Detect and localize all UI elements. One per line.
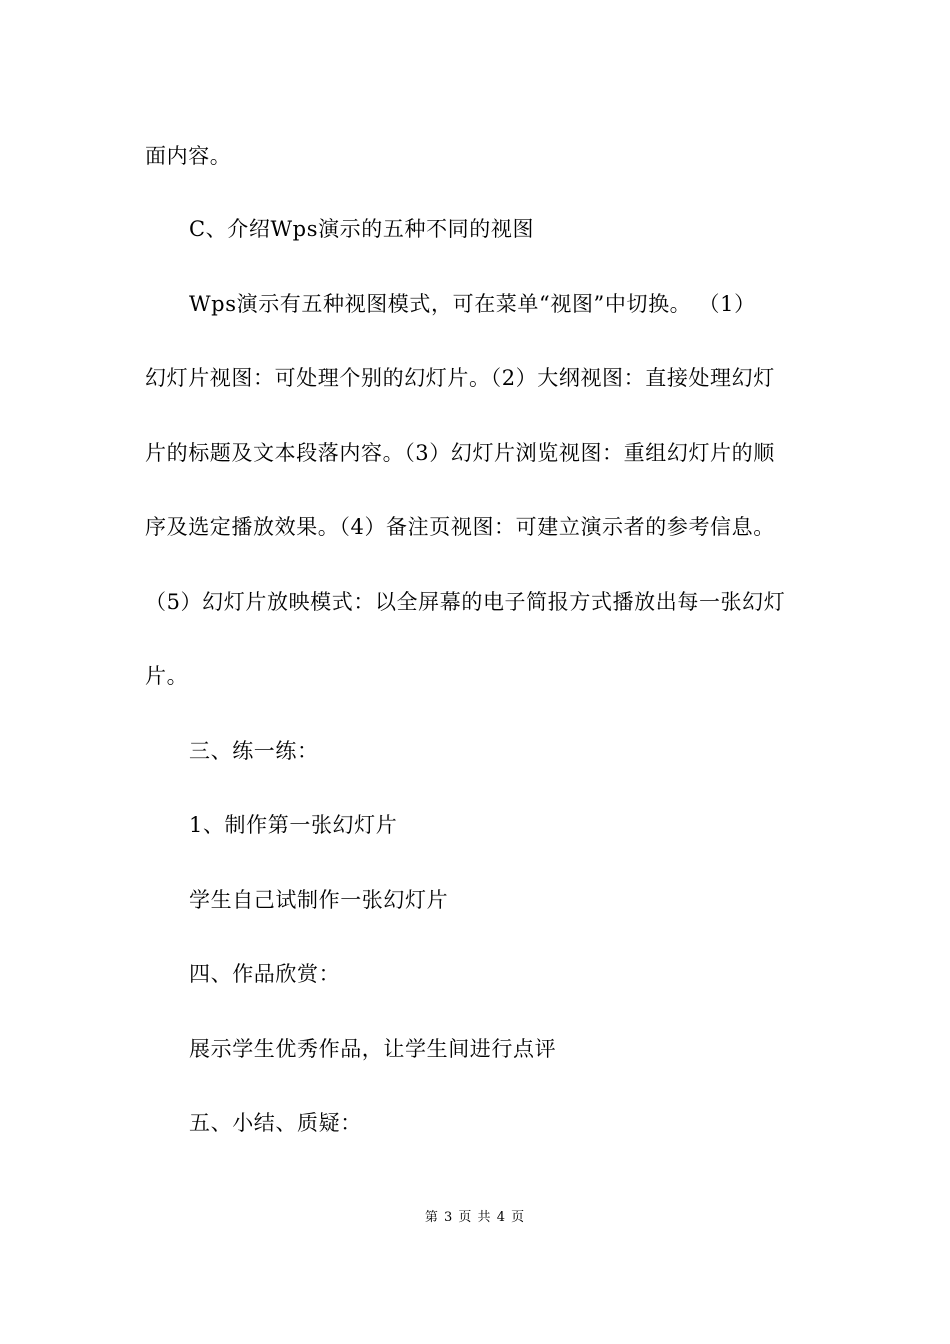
section-heading: 四、作品欣赏：: [189, 962, 341, 986]
section-heading: C、介绍Wps演示的五种不同的视图: [189, 217, 535, 241]
body-line: 片的标题及文本段落内容。（3）幻灯片浏览视图：重组幻灯片的顺: [145, 441, 775, 465]
section-heading: 五、小结、质疑：: [189, 1111, 362, 1135]
body-line: 展示学生优秀作品，让学生间进行点评: [189, 1037, 557, 1061]
body-line: 1、制作第一张幻灯片: [189, 813, 398, 837]
body-line: Wps演示有五种视图模式，可在菜单“视图”中切换。 （1）: [189, 292, 756, 316]
body-line: 幻灯片视图：可处理个别的幻灯片。（2）大纲视图：直接处理幻灯: [145, 366, 775, 390]
body-line: 序及选定播放效果。（4）备注页视图：可建立演示者的参考信息。: [145, 515, 775, 539]
body-line: （5）幻灯片放映模式：以全屏幕的电子简报方式播放出每一张幻灯: [145, 590, 786, 614]
body-line: 面内容。: [145, 144, 232, 168]
section-heading: 三、练一练：: [189, 739, 319, 763]
body-line: 学生自己试制作一张幻灯片: [189, 888, 449, 912]
page-footer: 第 3 页 共 4 页: [424, 1210, 526, 1225]
body-line: 片。: [145, 664, 189, 688]
